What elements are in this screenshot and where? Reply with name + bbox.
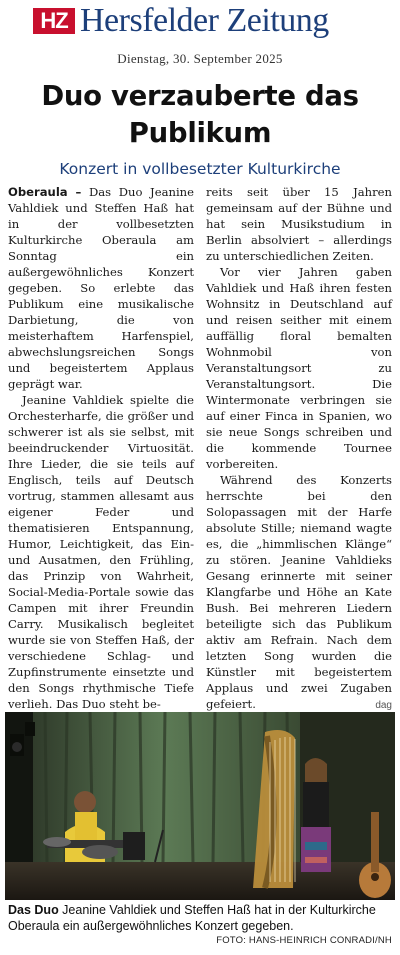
article-paragraph: reits seit über 15 Jahren gemeinsam auf der Bühne und hat sein Musikstudium in Berlin absolviert – allerdings zu unterschiedlichen Zeiten. (206, 185, 392, 263)
issue-date: Dienstag, 30. September 2025 (117, 51, 283, 66)
article-column-1 (8, 184, 194, 712)
concert-photo (5, 712, 395, 900)
caption-lead: Das Duo (8, 903, 59, 917)
photo-caption (8, 902, 394, 934)
newspaper-logo-icon: HZ (33, 8, 75, 34)
article-paragraph: Oberaula – Das Duo Jeanine Vahldiek und Steffen Haß hat in der vollbesetzten Kulturkirche Oberaula am Sonntag ein außergewöhnliches Konzert gegeben. So erlebte das Publikum eine musikalische Darbietung, die von meisterhaftem Harfenspiel, abwechslungsreichen Songs und begeistertem Applaus geprägt war. (8, 185, 194, 391)
masthead (0, 0, 400, 48)
byline: dag (375, 700, 392, 711)
article-paragraph: Vor vier Jahren gaben Vahldiek und Haß ihren festen Wohnsitz in Deutschland auf und reisen seither mit einem auffällig floral bemalten Wohnmobil von Veranstaltungsort zu Veranstaltungsort. Die Wintermonate verbringen sie auf einer Finca in Spanien, wo sie neue Songs schreiben und die kommende Tournee vorbereiten. (206, 265, 392, 471)
photo-credit: FOTO: HANS-HEINRICH CONRADI/NH (216, 935, 392, 946)
article-column-2 (206, 184, 392, 714)
subheadline: Konzert in vollbesetzter Kulturkirche (59, 160, 341, 178)
article-paragraph: Während des Konzerts herrschte bei den Solopassagen mit der Harfe absolute Stille; niemand wagte es, die „himmlischen Klänge“ zu stören. Jeanine Vahldieks Gesang erinnerte mit seiner Klangfarbe und Höhe an Kate Bush. Bei mehreren Liedern beteiligte sich das Publikum aktiv am Refrain. Nach dem letzten Song wurden die Künstler mit begeistertem Applaus und zwei Zugaben gefeiert. dag (206, 472, 392, 712)
dateline: Oberaula – (8, 185, 82, 199)
article-paragraph: Jeanine Vahldiek spielte die Orchesterharfe, die größer und schwerer ist als sie selbst, mit beeindruckender Virtuosität. Ihre Lieder, die sie teils auf Englisch, teils auf Deutsch vortrug, stammen allesamt aus eigener Feder und thematisieren Entspannung, Humor, Leichtigkeit, das Ein- und Ausatmen, den Frühling, das Prinzip von Wahrheit, Social-Media-Portale sowie das Campen mit ihrer Freundin Carry. Musikalisch begleitet wurde sie von Steffen Haß, der verschiedene Schlag- und Zupfinstrumente einsetzte und den Songs rhythmische Tiefe verlieh. Das Duo steht be- (8, 393, 194, 711)
caption-text: Jeanine Vahldiek und Steffen Haß hat in der Kulturkirche Oberaula ein außergewöhnliches Konzert gegeben. (8, 903, 376, 933)
newspaper-name: Hersfelder Zeitung (80, 2, 329, 39)
headline: Duo verzauberte das Publikum (41, 80, 359, 149)
